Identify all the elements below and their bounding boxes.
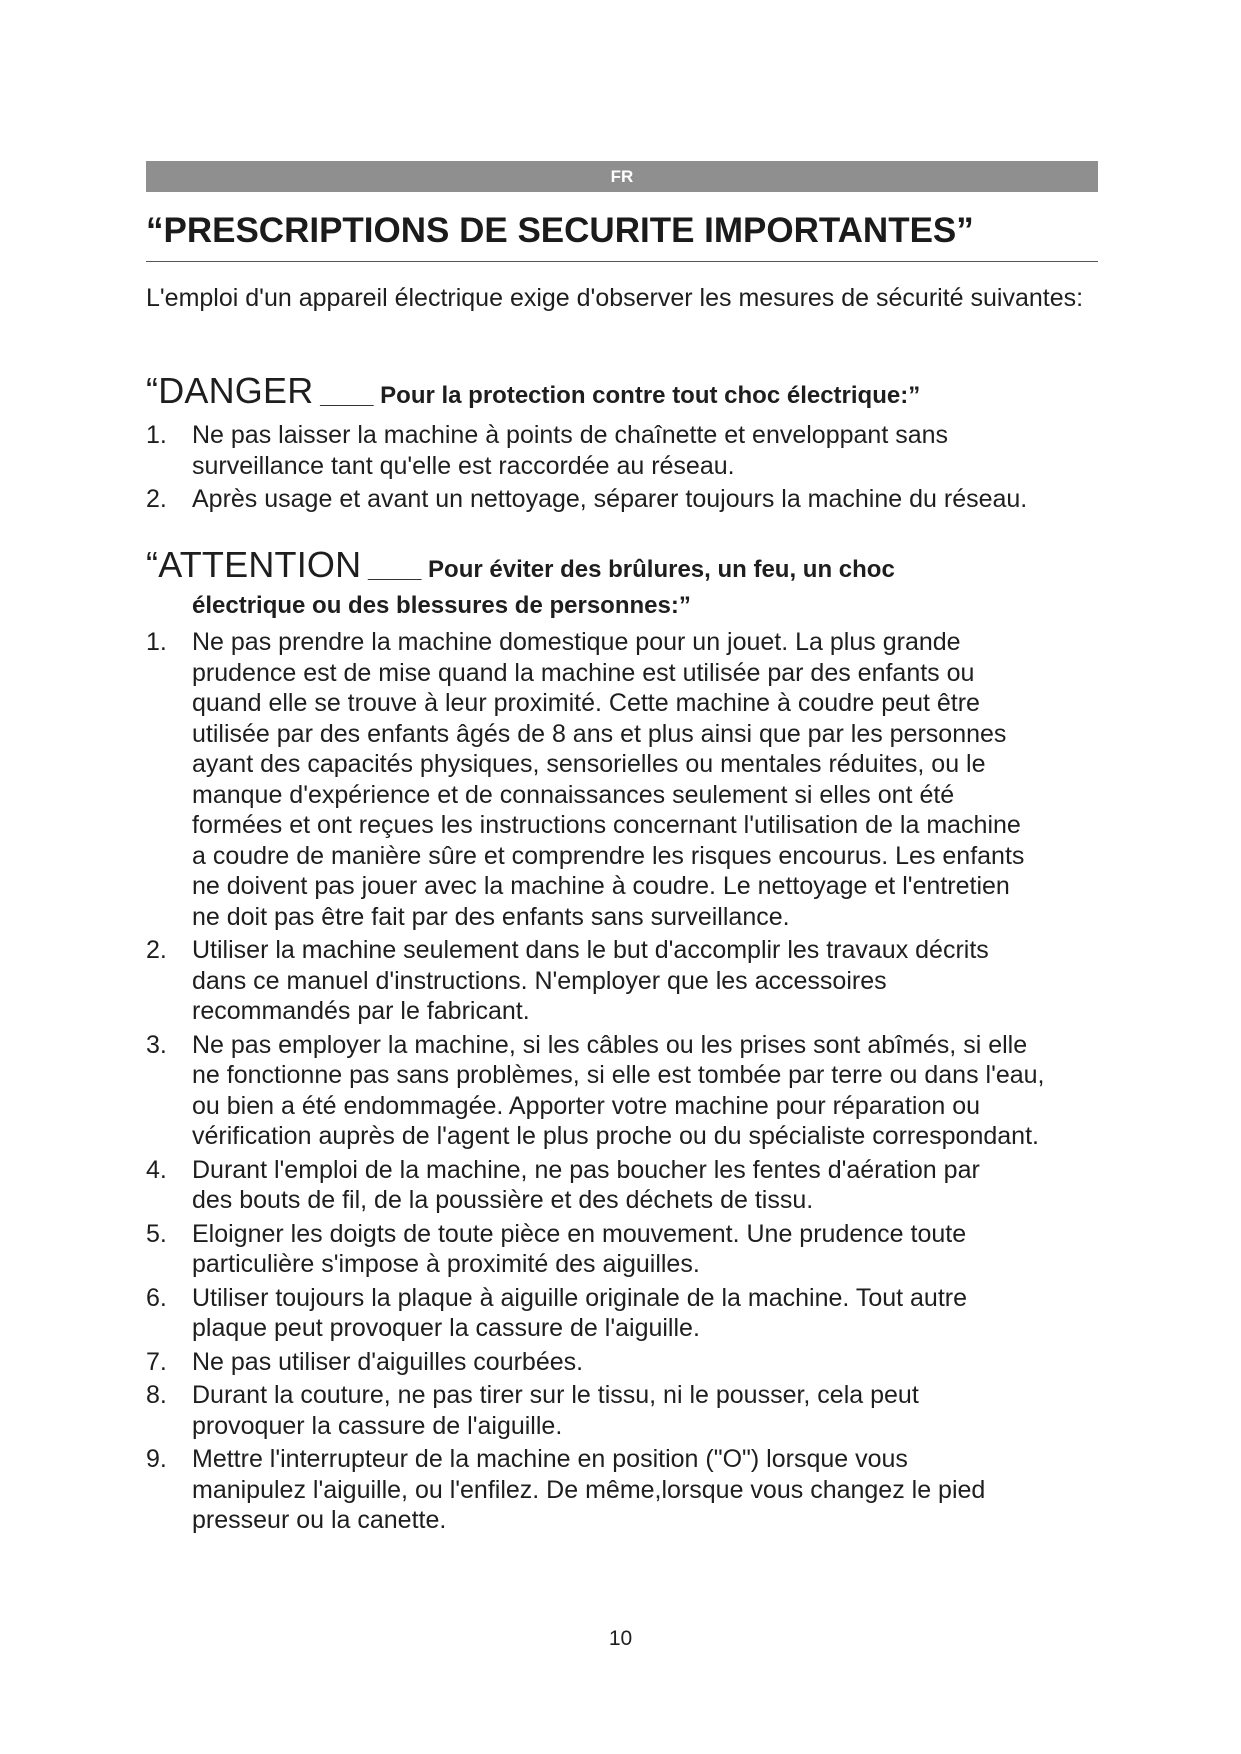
list-item-number: 2.	[146, 936, 167, 964]
title-divider	[146, 261, 1098, 262]
attention-label: “ATTENTION	[146, 544, 362, 585]
attention-heading-text-line2: électrique ou des blessures de personnes:”	[192, 592, 691, 619]
danger-blank: ____	[320, 382, 374, 409]
list-item	[146, 627, 1106, 932]
list-item	[146, 1444, 1106, 1536]
page-number: 10	[608, 1627, 633, 1650]
list-item-text: Durant la couture, ne pas tirer sur le tissu, ni le pousser, cela peut provoquer la cassure de l'aiguille.	[192, 1381, 919, 1440]
list-item-number: 1.	[146, 421, 167, 449]
page-title: “PRESCRIPTIONS DE SECURITE IMPORTANTES”	[146, 211, 974, 250]
list-item-number: 7.	[146, 1347, 167, 1376]
list-item-text: Après usage et avant un nettoyage, séparer toujours la machine du réseau.	[192, 485, 1028, 513]
danger-label: “DANGER	[146, 370, 314, 411]
list-item	[146, 1155, 1106, 1216]
list-item-text: Ne pas laisser la machine à points de chaînette et enveloppant sans surveillance tant qu'elle est raccordée au réseau.	[192, 421, 949, 480]
danger-heading-text: Pour la protection contre tout choc électrique:”	[380, 382, 921, 409]
list-item-text: Durant l'emploi de la machine, ne pas boucher les fentes d'aération par des bouts de fil, de la poussière et des déchets de tissu.	[192, 1155, 980, 1214]
language-label: FR	[610, 167, 634, 186]
list-item	[146, 1030, 1106, 1152]
list-item	[146, 1283, 1106, 1344]
list-item-text: Ne pas prendre la machine domestique pour un jouet. La plus grande prudence est de mise quand la machine est utilisée par des enfants ou quand elle se trouve à leur proximité. Cette machine à coudre peut être utilisée par des enfants âgés de 8 ans et plus ainsi que par les personnes ayant des capacités physiques, sensorielles ou mentales réduites, ou le manque d'expérience et de connaissances seulement si elles ont été formées et ont reçues les instructions concernant l'utilisation de la machine a coudre de manière sûre et comprendre les risques encourus. Les enfants ne doivent pas jouer avec la machine à coudre. Le nettoyage et l'entretien ne doit pas être fait par des enfants sans surveillance.	[192, 628, 1025, 931]
list-item-number: 3.	[146, 1030, 167, 1059]
list-item	[146, 1219, 1106, 1280]
attention-heading	[146, 544, 895, 622]
language-bar	[146, 161, 1098, 192]
list-item-text: Eloigner les doigts de toute pièce en mouvement. Une prudence toute particulière s'impose à proximité des aiguilles.	[192, 1219, 967, 1278]
list-item-text: Utiliser la machine seulement dans le but d'accomplir les travaux décrits dans ce manuel d'instructions. N'employer que les accessoires recommandés par le fabricant.	[192, 936, 989, 1025]
list-item-text: Ne pas utiliser d'aiguilles courbées.	[192, 1347, 584, 1376]
list-item-number: 4.	[146, 1155, 167, 1184]
attention-blank: ____	[367, 556, 422, 583]
list-item	[146, 484, 1106, 515]
list-item-number: 2.	[146, 485, 167, 513]
list-item	[146, 1347, 1106, 1378]
list-item	[146, 935, 1106, 1027]
list-item-number: 5.	[146, 1219, 167, 1248]
list-item	[146, 420, 1106, 481]
list-item	[146, 1380, 1106, 1441]
attention-list	[146, 627, 1106, 1539]
intro-paragraph: L'emploi d'un appareil électrique exige d'observer les mesures de sécurité suivantes:	[146, 284, 1084, 312]
attention-heading-text: Pour éviter des brûlures, un feu, un choc	[428, 556, 895, 583]
danger-heading	[146, 370, 921, 412]
list-item-text: Mettre l'interrupteur de la machine en position ("O") lorsque vous manipulez l'aiguille, ou l'enfilez. De même,lorsque vous changez le pied presseur ou la canette.	[192, 1445, 986, 1534]
list-item-text: Ne pas employer la machine, si les câbles ou les prises sont abîmés, si elle ne fonctionne pas sans problèmes, si elle est tombée par terre ou dans l'eau, ou bien a été endommagée. Apporter votre machine pour réparation ou vérification auprès de l'agent le plus proche ou du spécialiste correspondant.	[192, 1030, 1045, 1150]
list-item-number: 6.	[146, 1283, 167, 1312]
danger-list	[146, 420, 1106, 518]
list-item-number: 8.	[146, 1381, 167, 1409]
list-item-text: Utiliser toujours la plaque à aiguille originale de la machine. Tout autre plaque peut provoquer la cassure de l'aiguille.	[192, 1283, 967, 1342]
list-item-number: 1.	[146, 628, 167, 656]
list-item-number: 9.	[146, 1445, 167, 1473]
